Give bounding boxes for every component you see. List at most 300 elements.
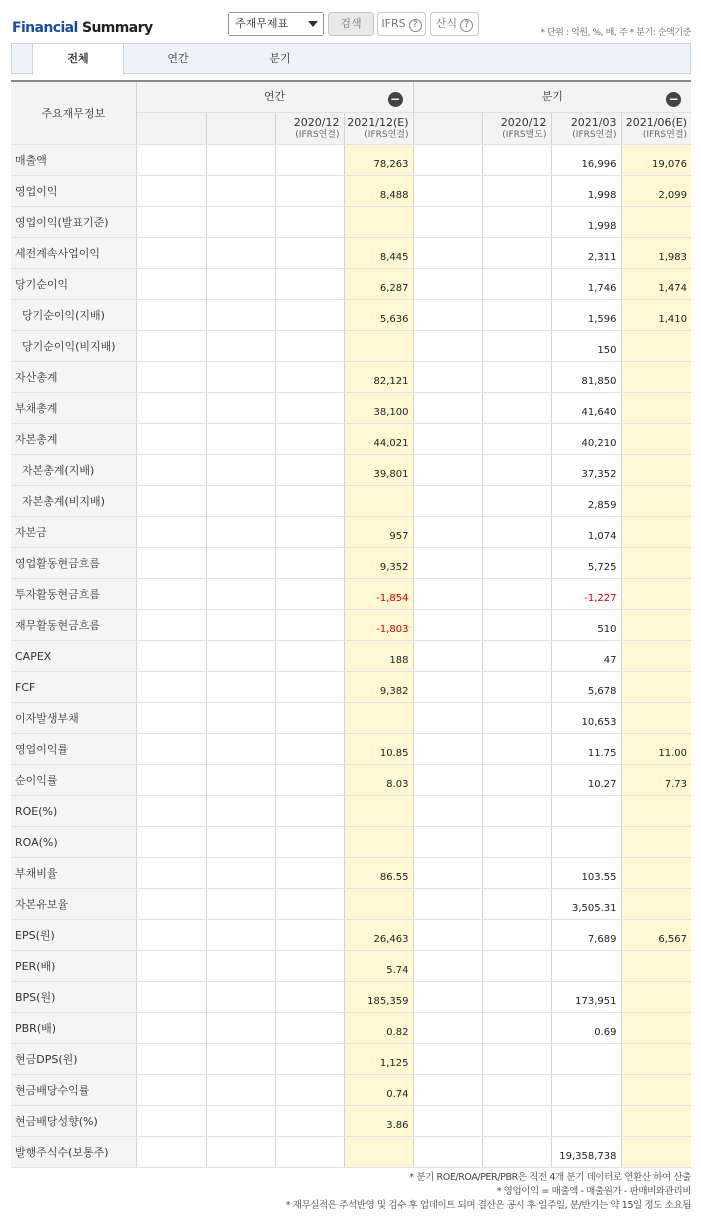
table-cell — [621, 424, 691, 455]
table-cell — [136, 176, 206, 207]
table-cell: 38,100 — [344, 393, 413, 424]
table-cell — [344, 889, 413, 920]
table-row — [11, 641, 691, 672]
title-summary: Summary — [77, 20, 153, 36]
collapse-annual-icon[interactable]: − — [388, 92, 403, 107]
table-row — [11, 486, 691, 517]
table-cell — [621, 1044, 691, 1075]
table-cell — [136, 362, 206, 393]
table-cell — [206, 672, 275, 703]
column-period: 2021/12(E) — [347, 115, 409, 129]
table-cell — [275, 300, 344, 331]
row-label: CAPEX — [11, 641, 136, 672]
table-cell — [136, 579, 206, 610]
table-cell — [551, 951, 621, 982]
table-cell: 8.03 — [344, 765, 413, 796]
table-cell — [206, 486, 275, 517]
column-header — [413, 113, 482, 145]
row-label: 자본총계(비지배) — [11, 486, 136, 517]
table-cell — [413, 486, 482, 517]
table-cell — [136, 1137, 206, 1168]
table-cell — [482, 1137, 551, 1168]
table-cell — [136, 703, 206, 734]
table-cell: 6,567 — [621, 920, 691, 951]
unit-note: * 단위 : 억원, %, 배, 주 * 분기: 순액기준 — [540, 28, 691, 38]
table-cell: 41,640 — [551, 393, 621, 424]
table-cell — [206, 455, 275, 486]
table-cell — [206, 610, 275, 641]
table-cell — [413, 517, 482, 548]
table-cell: 82,121 — [344, 362, 413, 393]
table-cell — [136, 734, 206, 765]
table-cell — [275, 672, 344, 703]
table-cell — [482, 1106, 551, 1137]
table-cell — [275, 207, 344, 238]
table-cell: 8,445 — [344, 238, 413, 269]
table-row — [11, 455, 691, 486]
table-row — [11, 1044, 691, 1075]
table-cell — [621, 982, 691, 1013]
table-cell — [206, 1075, 275, 1106]
table-cell: 5.74 — [344, 951, 413, 982]
row-label: ROA(%) — [11, 827, 136, 858]
table-cell: 0.74 — [344, 1075, 413, 1106]
table-cell — [136, 827, 206, 858]
table-cell: 103.55 — [551, 858, 621, 889]
table-cell — [136, 765, 206, 796]
table-cell — [136, 424, 206, 455]
column-period: 2021/03 — [570, 115, 617, 129]
table-cell — [482, 455, 551, 486]
table-cell: -1,803 — [344, 610, 413, 641]
row-label: 자산총계 — [11, 362, 136, 393]
table-cell — [482, 920, 551, 951]
table-cell — [344, 796, 413, 827]
table-cell: 3.86 — [344, 1106, 413, 1137]
table-cell — [275, 1137, 344, 1168]
table-cell: 1,746 — [551, 269, 621, 300]
table-cell: 185,359 — [344, 982, 413, 1013]
row-label: 영업이익(발표기준) — [11, 207, 136, 238]
table-row — [11, 982, 691, 1013]
table-cell — [413, 889, 482, 920]
table-row — [11, 734, 691, 765]
table-cell — [275, 982, 344, 1013]
table-cell — [413, 238, 482, 269]
table-cell — [413, 300, 482, 331]
table-row — [11, 920, 691, 951]
table-cell — [206, 827, 275, 858]
table-row — [11, 548, 691, 579]
table-cell — [482, 858, 551, 889]
table-cell — [344, 207, 413, 238]
column-basis: (IFRS연결) — [642, 129, 688, 140]
column-basis: (IFRS연결) — [572, 129, 617, 140]
table-row — [11, 610, 691, 641]
table-cell — [136, 207, 206, 238]
table-cell — [206, 1044, 275, 1075]
table-cell — [482, 672, 551, 703]
table-cell — [621, 796, 691, 827]
table-cell — [482, 1044, 551, 1075]
table-cell — [136, 982, 206, 1013]
table-row — [11, 827, 691, 858]
table-cell — [413, 1075, 482, 1106]
table-cell: 1,074 — [551, 517, 621, 548]
row-label: 영업이익 — [11, 176, 136, 207]
column-basis: (IFRS연결) — [295, 129, 340, 140]
table-cell — [482, 703, 551, 734]
page-title — [12, 20, 152, 36]
table-cell — [621, 1013, 691, 1044]
table-cell — [275, 703, 344, 734]
calc-label: 산식 — [435, 17, 458, 30]
footnote: * 분기 ROE/ROA/PER/PBR은 직전 4개 분기 데이터로 연환산 하여 산출 — [409, 1172, 691, 1183]
table-cell — [482, 951, 551, 982]
table-row — [11, 238, 691, 269]
table-cell — [136, 889, 206, 920]
table-cell — [275, 579, 344, 610]
table-cell — [275, 1106, 344, 1137]
table-cell — [206, 1106, 275, 1137]
table-cell — [413, 207, 482, 238]
table-cell — [621, 1137, 691, 1168]
table-cell — [136, 641, 206, 672]
table-cell: 16,996 — [551, 145, 621, 176]
table-cell: 173,951 — [551, 982, 621, 1013]
table-cell — [136, 858, 206, 889]
table-cell — [206, 300, 275, 331]
table-cell — [621, 889, 691, 920]
table-cell — [482, 765, 551, 796]
table-cell — [275, 455, 344, 486]
table-cell: 150 — [551, 331, 621, 362]
table-cell — [206, 424, 275, 455]
table-cell: 510 — [551, 610, 621, 641]
table-cell — [136, 951, 206, 982]
table-row — [11, 1106, 691, 1137]
table-row — [11, 145, 691, 176]
row-header: 주요재무정보 — [11, 81, 136, 145]
table-cell — [275, 641, 344, 672]
table-cell: 8,488 — [344, 176, 413, 207]
row-label: 현금배당수익률 — [11, 1075, 136, 1106]
table-cell — [136, 486, 206, 517]
table-cell — [413, 176, 482, 207]
table-cell — [482, 300, 551, 331]
column-header — [136, 113, 206, 145]
table-cell — [621, 207, 691, 238]
table-cell — [206, 765, 275, 796]
table-cell: 0.69 — [551, 1013, 621, 1044]
table-cell: 81,850 — [551, 362, 621, 393]
table-cell — [275, 176, 344, 207]
table-cell — [413, 1013, 482, 1044]
table-cell — [551, 796, 621, 827]
table-row — [11, 1013, 691, 1044]
table-cell — [206, 362, 275, 393]
table-row — [11, 579, 691, 610]
table-cell: 5,725 — [551, 548, 621, 579]
table-cell — [482, 1013, 551, 1044]
table-cell — [621, 951, 691, 982]
table-row — [11, 362, 691, 393]
table-cell: 7.73 — [621, 765, 691, 796]
table-row — [11, 1137, 691, 1168]
table-cell — [621, 393, 691, 424]
table-row — [11, 517, 691, 548]
table-cell — [136, 610, 206, 641]
collapse-quarter-icon[interactable]: − — [666, 92, 681, 107]
table-cell — [275, 517, 344, 548]
table-cell — [621, 455, 691, 486]
table-cell — [482, 734, 551, 765]
footnote: * 영업이익 = 매출액 - 매출원가 - 판매비와관리비 — [496, 1186, 691, 1197]
table-cell — [136, 331, 206, 362]
table-cell: 5,678 — [551, 672, 621, 703]
table-cell — [413, 1106, 482, 1137]
table-cell — [344, 1137, 413, 1168]
table-cell — [621, 672, 691, 703]
quarter-group-header — [413, 81, 691, 113]
table-cell — [275, 734, 344, 765]
table-cell — [621, 641, 691, 672]
table-cell — [136, 548, 206, 579]
table-row — [11, 269, 691, 300]
quarter-group-label: 분기 — [541, 90, 563, 103]
table-row — [11, 176, 691, 207]
table-cell — [275, 1044, 344, 1075]
row-label: PBR(배) — [11, 1013, 136, 1044]
table-cell — [136, 1075, 206, 1106]
table-cell — [136, 455, 206, 486]
table-cell — [413, 455, 482, 486]
table-cell — [621, 548, 691, 579]
table-cell: 37,352 — [551, 455, 621, 486]
table-cell: 9,382 — [344, 672, 413, 703]
table-cell — [413, 982, 482, 1013]
table-cell — [551, 1075, 621, 1106]
table-cell — [413, 951, 482, 982]
table-cell — [344, 703, 413, 734]
table-cell — [482, 176, 551, 207]
table-cell — [275, 827, 344, 858]
table-cell — [482, 207, 551, 238]
table-cell — [482, 362, 551, 393]
table-cell — [413, 1044, 482, 1075]
table-row — [11, 300, 691, 331]
table-cell — [413, 827, 482, 858]
table-cell: 9,352 — [344, 548, 413, 579]
tab-annual[interactable]: 연간 — [167, 52, 189, 65]
table-cell — [275, 765, 344, 796]
table-cell: 2,859 — [551, 486, 621, 517]
help-icon: ? — [460, 19, 473, 32]
table-cell — [206, 734, 275, 765]
table-cell — [275, 486, 344, 517]
row-label: 이자발생부채 — [11, 703, 136, 734]
row-label: PER(배) — [11, 951, 136, 982]
table-cell: 44,021 — [344, 424, 413, 455]
table-cell — [482, 889, 551, 920]
table-cell — [275, 610, 344, 641]
table-cell — [206, 889, 275, 920]
table-cell — [136, 1044, 206, 1075]
table-cell: 1,596 — [551, 300, 621, 331]
table-cell — [275, 393, 344, 424]
row-label: 영업활동현금흐름 — [11, 548, 136, 579]
title-financial: Financial — [12, 20, 78, 36]
table-cell — [413, 424, 482, 455]
table-row — [11, 672, 691, 703]
table-cell — [482, 486, 551, 517]
column-header — [621, 113, 691, 145]
table-cell: 1,410 — [621, 300, 691, 331]
table-cell: 2,099 — [621, 176, 691, 207]
table-cell: 11.00 — [621, 734, 691, 765]
table-cell — [482, 424, 551, 455]
table-cell — [206, 517, 275, 548]
table-cell — [206, 393, 275, 424]
table-cell — [206, 176, 275, 207]
table-cell — [482, 548, 551, 579]
table-cell — [413, 393, 482, 424]
table-cell — [275, 920, 344, 951]
table-cell: 11.75 — [551, 734, 621, 765]
ifrs-help-button[interactable] — [377, 12, 426, 36]
row-label: FCF — [11, 672, 136, 703]
table-cell — [413, 548, 482, 579]
table-cell — [344, 331, 413, 362]
table-cell: 7,689 — [551, 920, 621, 951]
table-cell — [344, 827, 413, 858]
table-cell — [206, 331, 275, 362]
table-cell — [413, 920, 482, 951]
table-cell: 19,076 — [621, 145, 691, 176]
table-cell: 10.27 — [551, 765, 621, 796]
table-cell — [275, 1075, 344, 1106]
table-cell — [482, 579, 551, 610]
table-cell: 40,210 — [551, 424, 621, 455]
table-cell — [136, 269, 206, 300]
table-cell — [275, 951, 344, 982]
table-row — [11, 1075, 691, 1106]
table-cell: 10.85 — [344, 734, 413, 765]
table-cell: 2,311 — [551, 238, 621, 269]
row-label: 현금DPS(원) — [11, 1044, 136, 1075]
table-cell — [413, 579, 482, 610]
table-cell — [136, 1106, 206, 1137]
table-cell — [482, 393, 551, 424]
table-row — [11, 393, 691, 424]
table-cell — [482, 796, 551, 827]
row-label: 투자활동현금흐름 — [11, 579, 136, 610]
table-cell — [621, 1106, 691, 1137]
row-label: EPS(원) — [11, 920, 136, 951]
table-cell: 188 — [344, 641, 413, 672]
table-cell — [621, 703, 691, 734]
table-cell — [621, 486, 691, 517]
table-cell: 26,463 — [344, 920, 413, 951]
table-cell — [621, 827, 691, 858]
chevron-down-icon — [308, 21, 318, 27]
table-cell: 1,474 — [621, 269, 691, 300]
row-label: 부채총계 — [11, 393, 136, 424]
table-cell — [413, 641, 482, 672]
table-cell — [136, 238, 206, 269]
table-cell — [413, 734, 482, 765]
table-row — [11, 703, 691, 734]
table-cell — [136, 672, 206, 703]
table-cell — [413, 269, 482, 300]
table-cell — [275, 331, 344, 362]
table-cell — [206, 238, 275, 269]
table-cell — [206, 703, 275, 734]
table-cell — [136, 145, 206, 176]
ifrs-label: IFRS — [381, 17, 406, 30]
table-cell — [344, 486, 413, 517]
table-cell — [136, 300, 206, 331]
table-cell: 47 — [551, 641, 621, 672]
table-row — [11, 207, 691, 238]
table-row — [11, 889, 691, 920]
table-cell: 19,358,738 — [551, 1137, 621, 1168]
search-button[interactable]: 검색 — [328, 12, 374, 36]
table-cell — [136, 517, 206, 548]
table-cell — [413, 765, 482, 796]
table-cell: 1,998 — [551, 176, 621, 207]
table-cell — [275, 796, 344, 827]
table-cell — [413, 362, 482, 393]
table-cell — [275, 548, 344, 579]
table-cell — [621, 1075, 691, 1106]
table-cell: 6,287 — [344, 269, 413, 300]
table-cell — [482, 641, 551, 672]
table-cell — [206, 951, 275, 982]
table-cell — [482, 331, 551, 362]
annual-group-header — [136, 81, 413, 113]
table-cell — [413, 145, 482, 176]
table-cell — [275, 145, 344, 176]
tab-all[interactable]: 전체 — [32, 44, 124, 75]
select-value: 주재무제표 — [235, 17, 289, 30]
table-cell — [413, 331, 482, 362]
statement-type-select[interactable] — [228, 12, 324, 36]
tab-quarter[interactable]: 분기 — [269, 52, 291, 65]
table-cell — [206, 1137, 275, 1168]
table-cell — [482, 517, 551, 548]
table-cell — [206, 579, 275, 610]
table-cell — [621, 610, 691, 641]
table-cell: 3,505.31 — [551, 889, 621, 920]
table-cell — [275, 1013, 344, 1044]
table-cell — [275, 858, 344, 889]
table-row — [11, 796, 691, 827]
table-cell — [482, 982, 551, 1013]
formula-help-button[interactable] — [430, 12, 479, 36]
table-cell — [551, 1044, 621, 1075]
row-label: 당기순이익(비지배) — [11, 331, 136, 362]
table-cell — [206, 982, 275, 1013]
financial-summary-table — [11, 80, 691, 1168]
column-header — [206, 113, 275, 145]
column-header — [482, 113, 551, 145]
help-icon: ? — [409, 19, 422, 32]
period-tabs — [11, 43, 691, 74]
row-label: 매출액 — [11, 145, 136, 176]
row-label: 현금배당성향(%) — [11, 1106, 136, 1137]
table-cell — [551, 1106, 621, 1137]
